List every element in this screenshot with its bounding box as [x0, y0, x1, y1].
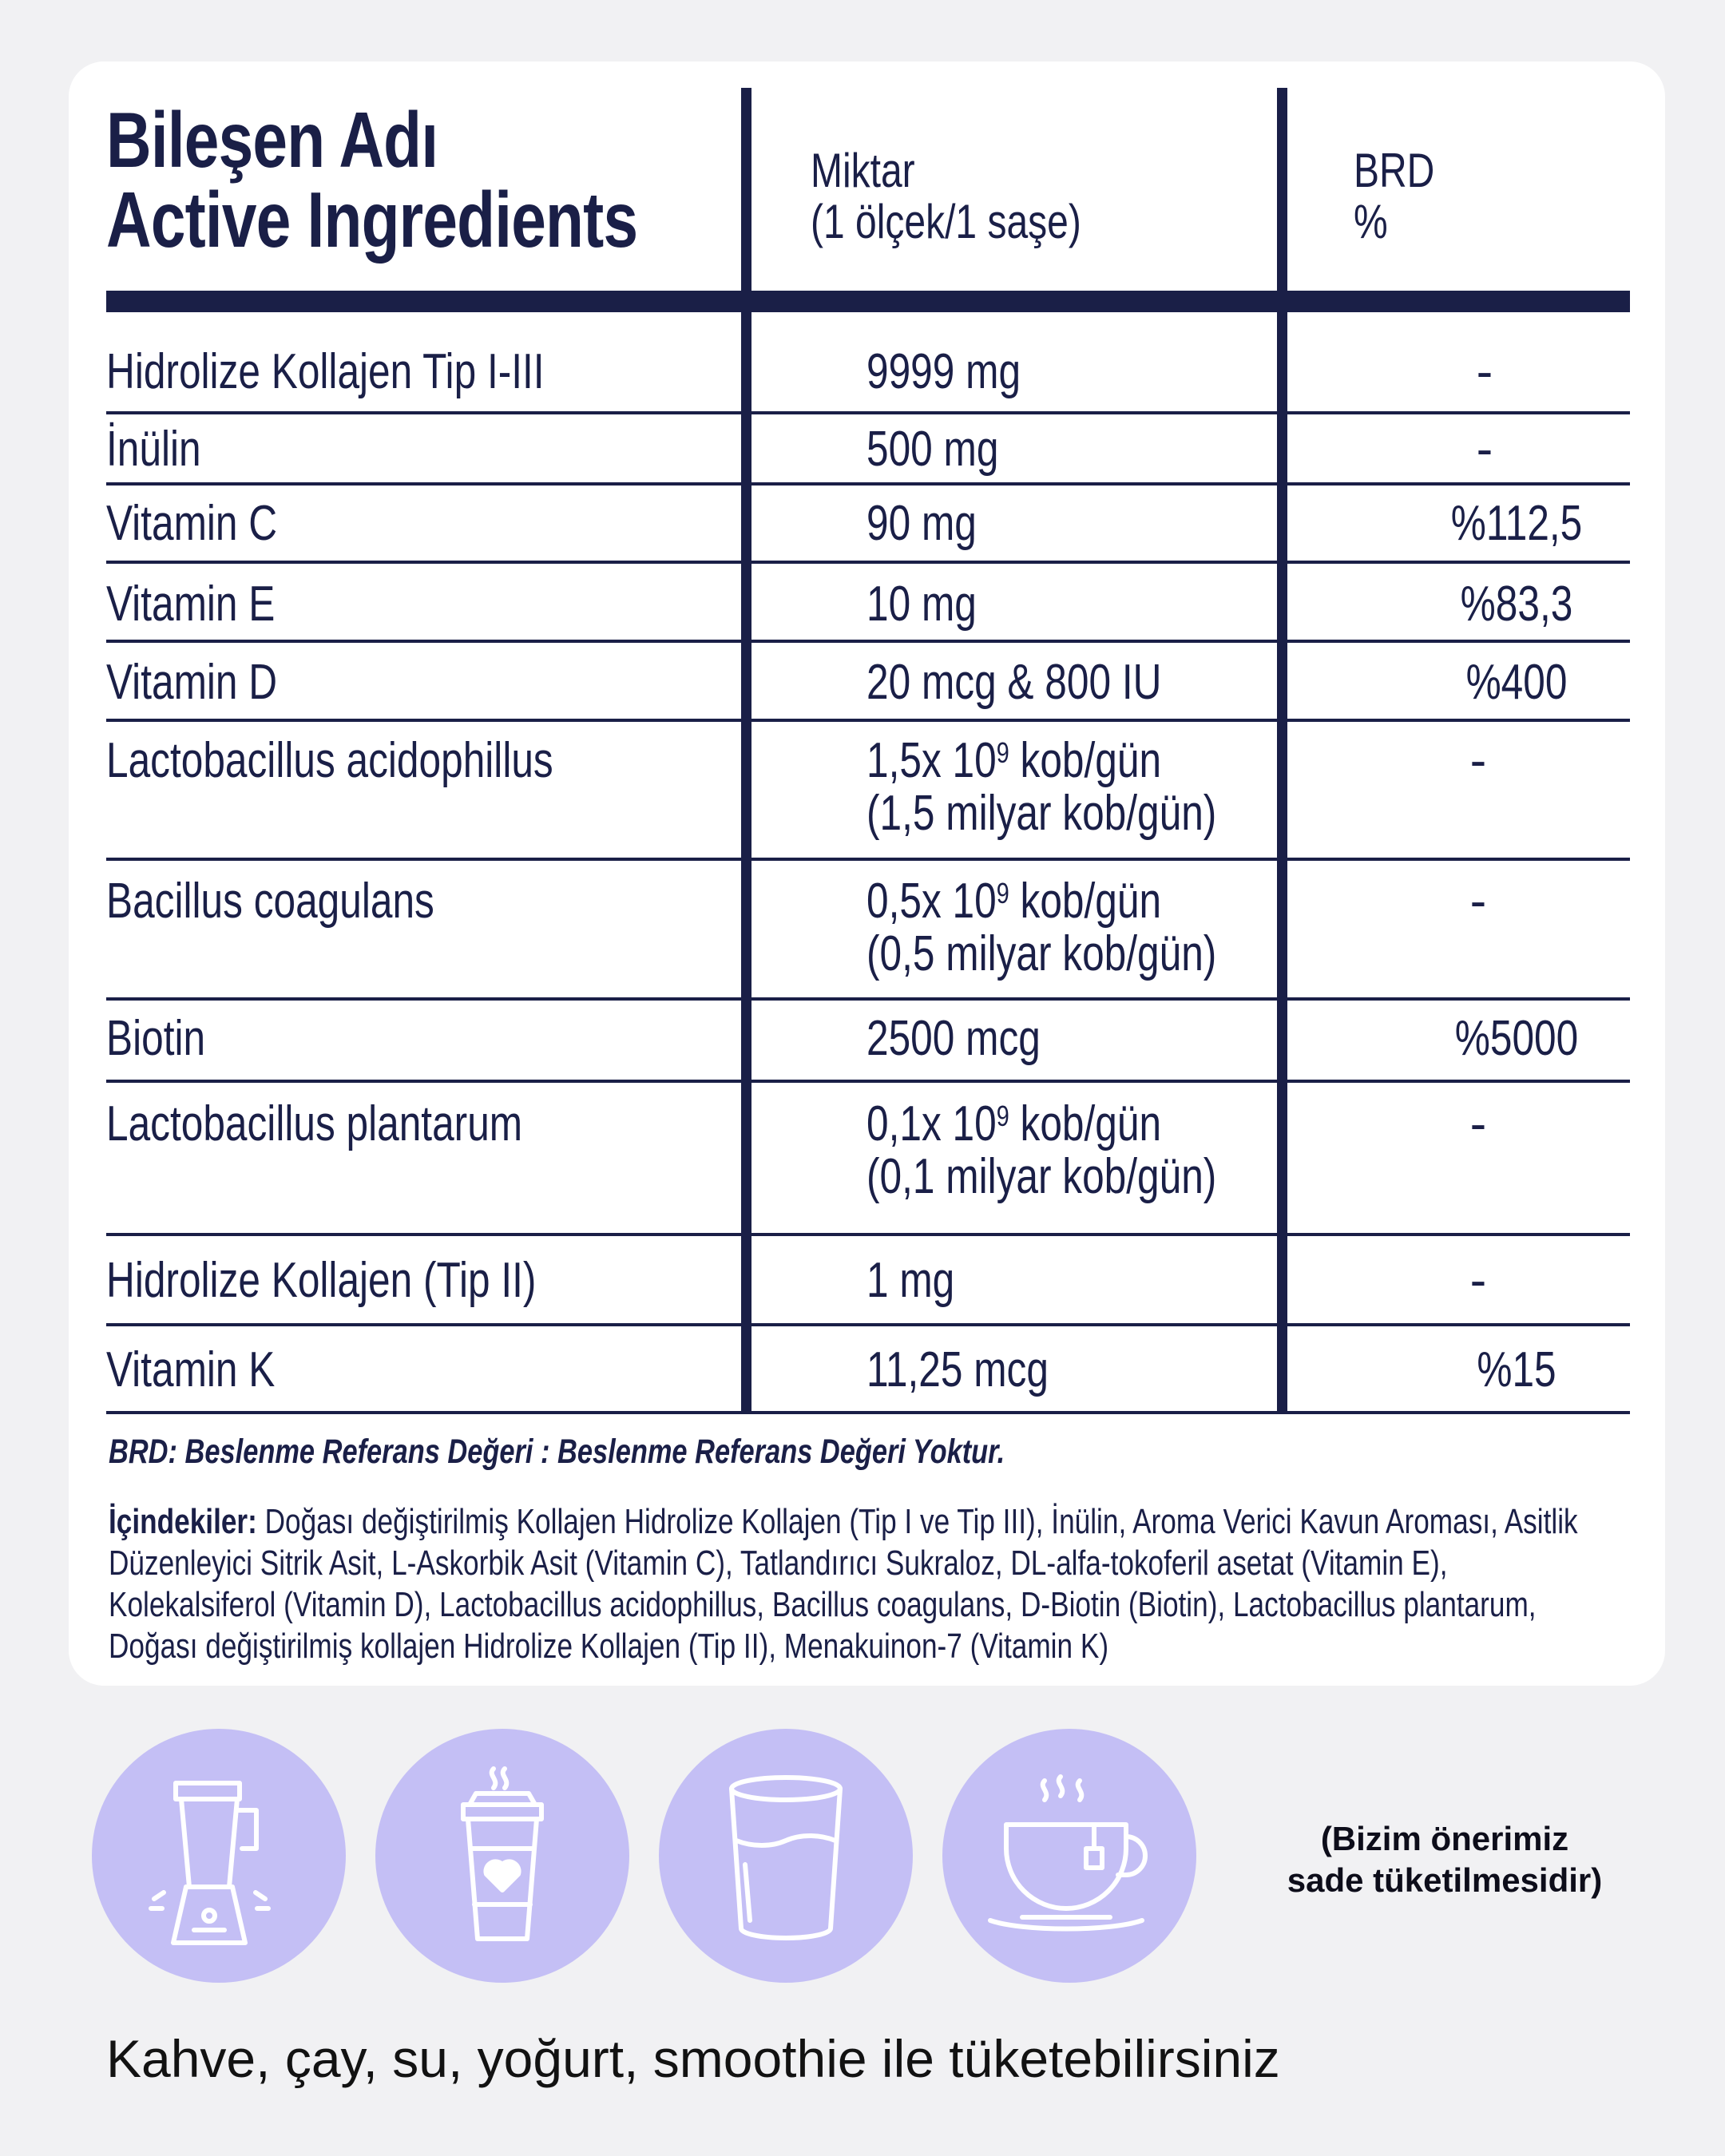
ingredient-brd: %400: [1465, 655, 1568, 710]
brd-footnote: BRD: Beslenme Referans Değeri : Beslenme Referans Değeri Yoktur.: [109, 1433, 1005, 1471]
ingredient-amount: 90 mg: [866, 496, 977, 551]
ingredient-amount: 1,5x $10^9$ kob/gün (1,5 milyar kob/gün): [866, 733, 1217, 841]
ingredient-name: Vitamin D: [106, 655, 278, 710]
ingredient-brd: -: [1476, 422, 1493, 477]
amount-header: Miktar (1 ölçek/1 saşe): [811, 144, 1081, 248]
ingredient-brd: %112,5: [1450, 496, 1583, 551]
ingredient-brd: -: [1469, 733, 1487, 788]
ingredient-amount: 2500 mcg: [866, 1011, 1041, 1066]
tea-cup-icon: [942, 1729, 1196, 1983]
ingredient-amount: 500 mg: [866, 422, 999, 477]
ingredient-name: Hidrolize Kollajen (Tip II): [106, 1253, 537, 1308]
row-divider: [106, 1323, 1630, 1326]
ingredient-name: Lactobacillus plantarum: [106, 1096, 523, 1151]
ingredient-name: Vitamin C: [106, 496, 278, 551]
ingredient-name: Vitamin E: [106, 577, 276, 632]
row-divider: [106, 482, 1630, 485]
ingredient-brd: -: [1469, 1096, 1487, 1151]
row-divider: [106, 1233, 1630, 1236]
ingredient-brd: -: [1476, 344, 1493, 399]
ingredient-brd: %15: [1477, 1342, 1556, 1397]
brd-header: BRD %: [1354, 144, 1435, 248]
column-divider-1: [741, 88, 751, 1413]
row-divider: [106, 561, 1630, 564]
row-divider: [106, 1411, 1630, 1414]
ingredient-amount: 1 mg: [866, 1253, 955, 1308]
recommendation-note: (Bizim önerimiz sade tüketilmesidir): [1287, 1820, 1603, 1899]
ingredient-brd: %83,3: [1460, 577, 1573, 632]
ingredient-brd: -: [1469, 1253, 1487, 1308]
ingredient-brd: %5000: [1454, 1011, 1579, 1066]
ingredients-list: İçindekiler: Doğası değiştirilmiş Kollajen Hidrolize Kollajen (Tip I ve Tip III), İnülin, Aroma Verici Kavun Aroması, Asitlik Düzenleyici Sitrik Asit, L-Askorbik Asit (Vitamin C), Tatlandırıcı Sukraloz, DL-alfa-tokoferil asetat (Vitamin E), Kolekalsiferol (Vitamin D), Lactobacillus acidophillus, Bacillus coagulans, D-Biotin (Biotin), Lactobacillus plantarum, Doğası değiştirilmiş kollajen Hidrolize Kollajen (Tip II), Menakuinon-7 (Vitamin K): [109, 1502, 1578, 1666]
ingredient-amount: 11,25 mcg: [866, 1342, 1049, 1397]
ingredient-amount: 0,5x $10^9$ kob/gün (0,5 milyar kob/gün): [866, 874, 1217, 981]
row-divider: [106, 640, 1630, 643]
ingredient-name: Lactobacillus acidophillus: [106, 733, 553, 788]
ingredient-amount: 9999 mg: [866, 344, 1021, 399]
ingredient-brd: -: [1469, 874, 1487, 929]
ingredient-name: Hidrolize Kollajen Tip I-III: [106, 344, 545, 399]
column-divider-2: [1277, 88, 1287, 1413]
row-divider: [106, 719, 1630, 722]
serving-suggestion: Kahve, çay, su, yoğurt, smoothie ile tüketebilirsiniz: [106, 2029, 1280, 2088]
header-divider: [106, 291, 1630, 312]
blender-icon: [92, 1729, 346, 1983]
ingredient-name: Bacillus coagulans: [106, 874, 434, 929]
row-divider: [106, 411, 1630, 414]
coffee-cup-icon: [375, 1729, 629, 1983]
row-divider: [106, 997, 1630, 1001]
ingredient-name: Biotin: [106, 1011, 206, 1066]
ingredient-amount: 20 mcg & 800 IU: [866, 655, 1162, 710]
ingredient-amount: 10 mg: [866, 577, 977, 632]
ingredient-name: Vitamin K: [106, 1342, 276, 1397]
ingredient-name: İnülin: [106, 422, 201, 477]
row-divider: [106, 858, 1630, 861]
row-divider: [106, 1080, 1630, 1083]
water-glass-icon: [659, 1729, 913, 1983]
table-title: Bileşen Adı Active Ingredients: [106, 96, 638, 264]
ingredient-amount: 0,1x $10^9$ kob/gün (0,1 milyar kob/gün): [866, 1096, 1217, 1204]
